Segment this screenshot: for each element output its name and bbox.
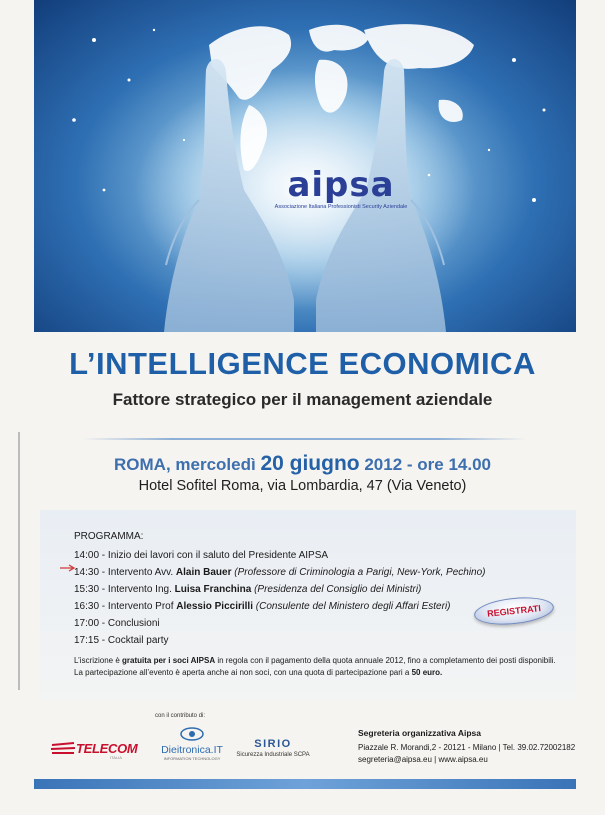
event-city-day: ROMA, mercoledì xyxy=(114,455,256,474)
register-button[interactable]: REGISTRATI xyxy=(473,594,555,628)
program-item-text: 15:30 - Intervento Ing. xyxy=(74,584,175,595)
note-line-1: L’iscrizione è gratuita per i soci AIPSA in regola con il pagamento della quota annuale 2012, fino a completamento dei posti disponibili. xyxy=(74,656,556,665)
speaker-role: (Consulente del Ministero degli Affari Esteri) xyxy=(255,601,451,612)
program-item xyxy=(74,547,486,564)
program-item xyxy=(74,598,486,615)
speaker-name: Alain Bauer xyxy=(175,567,232,578)
program-item xyxy=(74,581,486,598)
speaker-role: (Professore di Criminologia a Parigi, New-York, Pechino) xyxy=(234,567,486,578)
telecom-stripes-icon xyxy=(50,742,76,756)
dietronica-logo xyxy=(152,724,232,761)
logo-text: aipsa xyxy=(287,165,395,205)
program-item xyxy=(74,615,486,632)
event-date-line xyxy=(0,452,605,476)
program-item xyxy=(74,564,486,581)
telecom-name: TELECOM xyxy=(76,741,138,756)
secretariat-contacts: segreteria@aipsa.eu | www.aipsa.eu xyxy=(358,755,488,764)
main-title: L’INTELLIGENCE ECONOMICA xyxy=(69,346,536,381)
sponsors-label: con il contributo di: xyxy=(155,713,206,719)
hero-image xyxy=(34,0,576,332)
speaker-name: Luisa Franchina xyxy=(174,584,252,595)
event-venue: Hotel Sofitel Roma, via Lombardia, 47 (Via Veneto) xyxy=(138,478,467,494)
sirio-sub: Sicurezza Industriale SCPA xyxy=(236,752,310,758)
event-date: 20 giugno xyxy=(260,452,360,475)
dietronica-swoosh-icon xyxy=(180,726,204,742)
sirio-name: SIRIO xyxy=(254,738,292,750)
dietronica-tag: INFORMATION TECHNOLOGY xyxy=(163,756,221,761)
secretariat-title: Segreteria organizzativa Aipsa xyxy=(358,728,481,738)
dietronica-name: Dieitronica.IT xyxy=(161,744,223,756)
speaker-role: (Presidenza del Consiglio dei Ministri) xyxy=(254,584,422,595)
aipsa-logo xyxy=(266,165,416,210)
telecom-sub: ITALIA xyxy=(110,755,122,760)
telecom-logo xyxy=(50,740,137,758)
secretariat-block xyxy=(358,727,575,766)
secretariat-address: Piazzale R. Morandi,2 - 20121 - Milano | Tel. 39.02.72002182 xyxy=(358,743,576,752)
subtitle: Fattore strategico per il management aziendale xyxy=(112,390,493,409)
event-year-time: 2012 - ore 14.00 xyxy=(364,455,491,474)
divider xyxy=(82,438,527,440)
sirio-logo xyxy=(228,738,318,758)
footer-bar xyxy=(34,779,576,789)
logo-subtitle: Associazione Italiana Professionisti Security Aziendale xyxy=(274,204,408,210)
program-item-text: 14:00 - Inizio dei lavori con il saluto del Presidente AIPSA xyxy=(74,550,329,561)
note-line-2: La partecipazione all’evento è aperta anche ai non soci, con una quota di partecipazione pari a 50 euro. xyxy=(74,668,443,677)
program-item-text: 16:30 - Intervento Prof xyxy=(74,601,177,612)
program-item-text: 17:00 - Conclusioni xyxy=(74,618,160,629)
program-list xyxy=(74,547,486,649)
speaker-name: Alessio Piccirilli xyxy=(176,601,253,612)
program-item xyxy=(74,632,486,649)
program-title: PROGRAMMA: xyxy=(74,531,144,542)
program-item-text: 17:15 - Cocktail party xyxy=(74,635,169,646)
program-item-text: 14:30 - Intervento Avv. xyxy=(74,567,176,578)
registration-note xyxy=(74,655,556,679)
